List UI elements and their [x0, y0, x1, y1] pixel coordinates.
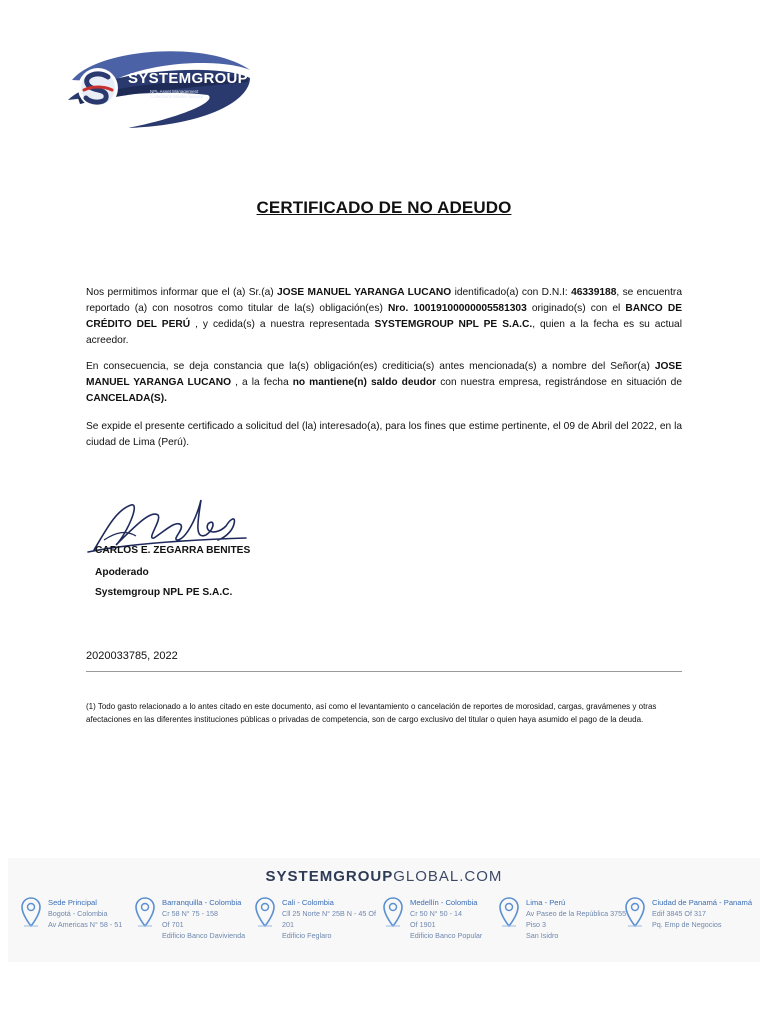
p2-holder-name: JOSE MANUEL YARANGA LUCANO	[86, 361, 682, 388]
footer-website	[8, 868, 760, 885]
p2-debt-status: no mantiene(n) saldo deudor	[292, 377, 437, 388]
office-line-2: 201	[282, 920, 294, 929]
p1-dni: 46339188	[571, 287, 617, 298]
office-city: Medellín - Colombia	[410, 898, 478, 907]
p1-text-4: originado(s) con el	[526, 303, 626, 314]
office-line-3: Edificio Banco Popular	[410, 931, 483, 940]
office-line-3: Edificio Feglaro	[282, 931, 332, 940]
office-city: Lima - Perú	[526, 898, 566, 907]
logo-swoosh-icon	[58, 40, 258, 135]
location-pin-icon	[498, 896, 520, 930]
office-line-3: Edificio Banco Davivienda	[162, 931, 246, 940]
location-pin-icon	[20, 896, 42, 930]
p1-text-6: , quien a la fecha es su actual acreedor.	[86, 319, 682, 346]
divider	[86, 671, 682, 672]
office-line-1: Cr 50 N° 50 - 14	[410, 909, 463, 918]
location-pin-icon	[254, 896, 276, 930]
office-5	[624, 896, 753, 956]
office-line-3: San Isidro	[526, 931, 559, 940]
office-0	[20, 896, 138, 956]
office-line-1: Cll 25 Norte N° 25B N - 45 Of	[282, 909, 376, 918]
paragraph-1	[86, 285, 682, 349]
p2-state: CANCELADA(S).	[86, 393, 167, 404]
p1-text-5: , y cedida(s) a nuestra representada	[190, 319, 375, 330]
office-3	[382, 896, 500, 956]
p1-obligation-number: Nro. 10019100000005581303	[387, 303, 527, 314]
p1-text-2: identificado(a) con D.N.I:	[451, 287, 572, 298]
p1-text-1: Nos permitimos informar que el (a) Sr.(a)	[86, 287, 278, 298]
office-city: Cali - Colombia	[282, 898, 334, 907]
paragraph-2	[86, 359, 682, 407]
systemgroup-logo	[58, 40, 258, 135]
footer-site-light: GLOBAL.COM	[393, 868, 503, 885]
p2-text-2: , a la fecha	[231, 377, 293, 388]
office-line-2: Pq. Emp de Negocios	[652, 920, 722, 929]
location-pin-icon	[624, 896, 646, 930]
footnote: (1) Todo gasto relacionado a lo antes citado en este documento, así como el levantamiento o cancelación de reportes de morosidad, cargas, gravámenes y otras afectaciones en las diferentes instituciones públicas o privadas de competencia, son de cargo exclusivo del titular o quien haya asumido el pago de la deuda.	[86, 702, 657, 724]
signatory-role: Apoderado	[95, 567, 149, 578]
logo-brand-text: SYSTEMGROUP	[128, 70, 248, 87]
office-line-2: Of 1901	[410, 920, 436, 929]
office-city: Sede Principal	[48, 898, 97, 907]
office-1	[134, 896, 252, 956]
document-reference: 2020033785, 2022	[86, 650, 178, 662]
p2-text-1: En consecuencia, se deja constancia que la(s) obligación(es) crediticia(s) antes mencionada(s) a nombre del Señor(a)	[86, 361, 655, 372]
footer-site-strong: SYSTEMGROUP	[265, 868, 394, 885]
office-line-1: Cr 58 N° 75 - 158	[162, 909, 219, 918]
office-4	[498, 896, 627, 956]
p1-holder-name: JOSE MANUEL YARANGA LUCANO	[277, 287, 452, 298]
footer	[8, 858, 760, 962]
office-line-1: Av Paseo de la República 3755	[526, 909, 627, 918]
signatory-company: Systemgroup NPL PE S.A.C.	[95, 587, 233, 598]
office-line-2: Of 701	[162, 920, 184, 929]
p1-text-3: , se encuentra reportado (a) con nosotros como titular de la(s) obligación(es)	[86, 287, 682, 314]
logo-subtitle-1: NPL Asset Management	[150, 89, 199, 94]
office-line-2: Av Americas N° 58 - 51	[48, 920, 123, 929]
p1-company-name: SYSTEMGROUP NPL PE S.A.C.	[374, 319, 533, 330]
document-title: CERTIFICADO DE NO ADEUDO	[256, 198, 512, 217]
location-pin-icon	[134, 896, 156, 930]
office-2	[254, 896, 376, 956]
logo-subtitle-2: Collections Master Service	[150, 94, 204, 99]
office-city: Barranquilla - Colombia	[162, 898, 242, 907]
location-pin-icon	[382, 896, 404, 930]
office-line-1: Bogotá - Colombia	[48, 909, 108, 918]
office-city: Ciudad de Panamá - Panamá	[652, 898, 753, 907]
office-line-2: Piso 3	[526, 920, 546, 929]
p2-text-3: con nuestra empresa, registrándose en situación de	[436, 377, 682, 388]
signatory-name: CARLOS E. ZEGARRA BENITES	[95, 545, 251, 556]
p1-bank-name: BANCO DE CRÉDITO DEL PERÚ	[86, 303, 682, 330]
office-line-1: Edif 3845 Of 317	[652, 909, 706, 918]
paragraph-3: Se expide el presente certificado a solicitud del (la) interesado(a), para los fines que estime pertinente, el 09 de Abril del 2022, en la ciudad de Lima (Perú).	[86, 421, 682, 448]
